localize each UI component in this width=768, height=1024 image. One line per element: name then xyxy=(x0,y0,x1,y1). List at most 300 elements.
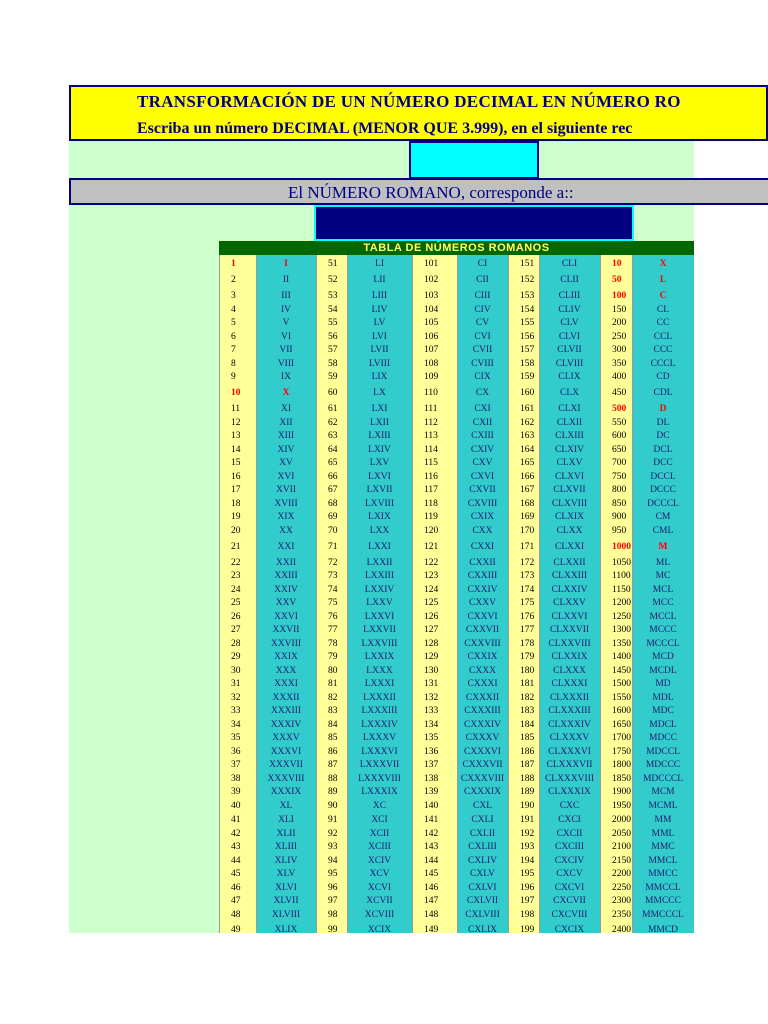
table-cell-numeral: XCVI xyxy=(367,882,392,893)
table-cell-number: 56 xyxy=(328,331,338,342)
table-cell-numeral: XLVII xyxy=(273,896,299,906)
table-cell-numeral: DCCCL xyxy=(647,498,679,509)
table-cell-number: 120 xyxy=(424,525,439,536)
column-divider xyxy=(632,255,633,933)
table-cell-number: 79 xyxy=(328,652,338,662)
table-cell-numeral: CVIII xyxy=(471,358,494,369)
table-cell-number: 92 xyxy=(328,828,338,839)
table-cell-numeral: CXXI xyxy=(470,541,495,552)
table-cell-number: 136 xyxy=(424,746,439,757)
table-cell-number: 1350 xyxy=(612,638,631,649)
table-cell-number: 152 xyxy=(520,275,535,285)
table-cell-numeral: CXCVI xyxy=(554,882,585,893)
table-cell-numeral: XCIX xyxy=(367,924,392,935)
table-cell-numeral: CLV xyxy=(560,318,579,328)
table-cell-number: 188 xyxy=(520,773,535,784)
table-cell-number: 1250 xyxy=(612,611,631,622)
table-cell-numeral: LVII xyxy=(370,345,389,355)
table-cell-numeral: MCCCL xyxy=(646,638,680,649)
table-cell-numeral: XVIII xyxy=(274,498,298,509)
table-cell-number: 197 xyxy=(520,896,535,906)
table-cell-number: 800 xyxy=(612,485,627,495)
table-cell-number: 178 xyxy=(520,638,535,649)
table-cell-number: 99 xyxy=(328,924,338,935)
table-cell-number: 198 xyxy=(520,909,535,920)
table-cell-number: 131 xyxy=(424,679,439,689)
table-cell-numeral: XIX xyxy=(277,512,295,522)
table-cell-numeral: XXXVI xyxy=(270,746,302,757)
table-cell-number: 104 xyxy=(424,304,439,315)
table-cell-number: 124 xyxy=(424,584,439,595)
table-cell-number: 450 xyxy=(612,388,627,398)
table-cell-number: 130 xyxy=(424,665,439,676)
table-cell-number: 105 xyxy=(424,318,439,328)
decimal-input-cell[interactable] xyxy=(409,141,539,179)
table-cell-numeral: VII xyxy=(279,345,293,355)
table-cell-number: 6 xyxy=(231,331,236,342)
table-cell-numeral: CIV xyxy=(474,304,491,315)
table-cell-numeral: XCIV xyxy=(367,855,392,866)
table-cell-number: 57 xyxy=(328,345,338,355)
table-cell-number: 158 xyxy=(520,358,535,369)
table-cell-number: 20 xyxy=(231,525,241,536)
table-cell-number: 106 xyxy=(424,331,439,342)
table-cell-number: 1050 xyxy=(612,557,631,568)
table-cell-numeral: CLXI xyxy=(558,404,581,414)
table-cell-numeral: XXXIII xyxy=(270,706,302,716)
table-cell-numeral: MM xyxy=(654,814,672,825)
table-cell-numeral: MDC xyxy=(652,706,674,716)
table-cell-numeral: MCDL xyxy=(649,665,677,676)
roman-column xyxy=(632,255,694,933)
table-cell-numeral: CXCII xyxy=(556,828,583,839)
table-cell-number: 250 xyxy=(612,331,627,342)
table-cell-numeral: LXXXIV xyxy=(361,719,398,730)
table-cell-numeral: LXXIII xyxy=(364,571,394,581)
table-cell-numeral: CXIII xyxy=(471,431,494,441)
table-cell-numeral: LXXVI xyxy=(364,611,395,622)
table-cell-number: 148 xyxy=(424,909,439,920)
table-cell-numeral: CXX xyxy=(472,525,493,536)
table-cell-number: 94 xyxy=(328,855,338,866)
table-cell-numeral: CXXXI xyxy=(467,679,498,689)
table-cell-numeral: XLIX xyxy=(274,924,298,935)
table-cell-numeral: XCII xyxy=(369,828,390,839)
table-cell-number: 174 xyxy=(520,584,535,595)
table-cell-numeral: MDCCL xyxy=(646,746,680,757)
table-cell-numeral: CXXIV xyxy=(467,584,498,595)
table-cell-numeral: MCM xyxy=(651,787,675,797)
table-cell-numeral: CXXIX xyxy=(467,652,498,662)
table-cell-number: 85 xyxy=(328,733,338,743)
table-cell-numeral: XLVIII xyxy=(271,909,301,920)
table-cell-numeral: I xyxy=(284,259,288,269)
table-cell-numeral: LIII xyxy=(371,291,388,301)
table-cell-numeral: CXXII xyxy=(469,557,496,568)
table-cell-numeral: IV xyxy=(280,304,292,315)
table-cell-number: 191 xyxy=(520,814,535,825)
table-cell-numeral: CXXVII xyxy=(465,625,500,635)
table-cell-number: 111 xyxy=(424,404,438,414)
table-cell-number: 150 xyxy=(612,304,627,315)
table-cell-number: 77 xyxy=(328,625,338,635)
table-cell-numeral: CXLII xyxy=(469,828,496,839)
table-cell-numeral: XXXI xyxy=(274,679,298,689)
table-cell-numeral: CLIII xyxy=(558,291,581,301)
table-cell-number: 189 xyxy=(520,787,535,797)
table-cell-number: 73 xyxy=(328,571,338,581)
table-cell-number: 5 xyxy=(231,318,236,328)
table-cell-number: 96 xyxy=(328,882,338,893)
table-cell-numeral: XXIX xyxy=(274,652,298,662)
table-cell-numeral: CLXIII xyxy=(555,431,584,441)
table-cell-number: 170 xyxy=(520,525,535,536)
table-cell-number: 167 xyxy=(520,485,535,495)
table-cell-number: 151 xyxy=(520,259,535,269)
table-cell-numeral: XVI xyxy=(277,471,295,482)
table-cell-numeral: CIX xyxy=(474,372,491,382)
table-cell-number: 125 xyxy=(424,598,439,608)
table-cell-number: 27 xyxy=(231,625,241,635)
table-cell-number: 112 xyxy=(424,417,438,428)
table-cell-number: 154 xyxy=(520,304,535,315)
table-cell-number: 69 xyxy=(328,512,338,522)
table-cell-numeral: MML xyxy=(651,828,675,839)
table-cell-number: 53 xyxy=(328,291,338,301)
table-cell-number: 36 xyxy=(231,746,241,757)
table-cell-number: 25 xyxy=(231,598,241,608)
table-cell-numeral: LXXXVI xyxy=(361,746,398,757)
table-cell-numeral: CLXXIV xyxy=(551,584,588,595)
table-cell-numeral: MCD xyxy=(652,652,674,662)
table-cell-number: 196 xyxy=(520,882,535,893)
table-cell-numeral: CXLVI xyxy=(468,882,497,893)
table-cell-numeral: LVIII xyxy=(368,358,391,369)
table-cell-numeral: XX xyxy=(279,525,293,536)
table-cell-number: 24 xyxy=(231,584,241,595)
table-cell-number: 2150 xyxy=(612,855,631,866)
table-cell-number: 172 xyxy=(520,557,535,568)
table-cell-number: 163 xyxy=(520,431,535,441)
table-cell-number: 650 xyxy=(612,444,627,455)
table-cell-numeral: XLVI xyxy=(275,882,297,893)
roman-column xyxy=(539,255,600,933)
column-divider xyxy=(219,255,220,933)
table-cell-number: 160 xyxy=(520,388,535,398)
table-cell-numeral: MDCCCL xyxy=(642,773,684,784)
table-cell-number: 62 xyxy=(328,417,338,428)
table-cell-number: 19 xyxy=(231,512,241,522)
table-cell-number: 1600 xyxy=(612,706,631,716)
table-cell-number: 171 xyxy=(520,541,535,552)
table-cell-numeral: XXXVIII xyxy=(267,773,305,784)
table-cell-number: 183 xyxy=(520,706,535,716)
table-cell-numeral: CLXXXV xyxy=(549,733,590,743)
table-cell-number: 181 xyxy=(520,679,535,689)
table-cell-number: 103 xyxy=(424,291,439,301)
table-cell-number: 29 xyxy=(231,652,241,662)
table-cell-number: 1700 xyxy=(612,733,631,743)
table-cell-numeral: CLXVII xyxy=(553,485,586,495)
table-cell-number: 9 xyxy=(231,372,236,382)
table-cell-numeral: IX xyxy=(280,372,292,382)
table-cell-numeral: LVI xyxy=(372,331,387,342)
table-cell-number: 133 xyxy=(424,706,439,716)
table-cell-numeral: CXL xyxy=(473,800,492,811)
table-cell-numeral: XXVI xyxy=(274,611,298,622)
table-cell-number: 195 xyxy=(520,869,535,879)
table-cell-numeral: LX xyxy=(373,388,386,398)
table-cell-number: 1 xyxy=(231,259,236,269)
table-cell-numeral: CML xyxy=(652,525,674,536)
table-cell-numeral: CLXII xyxy=(556,417,583,428)
table-cell-numeral: MMCC xyxy=(648,869,678,879)
number-column xyxy=(412,255,457,933)
table-cell-number: 129 xyxy=(424,652,439,662)
table-cell-numeral: CVI xyxy=(474,331,491,342)
table-cell-number: 107 xyxy=(424,345,439,355)
table-cell-number: 13 xyxy=(231,431,241,441)
table-cell-number: 48 xyxy=(231,909,241,920)
table-cell-numeral: CLXVI xyxy=(554,471,585,482)
table-cell-numeral: DCC xyxy=(653,458,673,468)
table-cell-number: 83 xyxy=(328,706,338,716)
table-cell-numeral: CXII xyxy=(472,417,493,428)
table-cell-numeral: MMC xyxy=(651,842,675,852)
table-cell-number: 114 xyxy=(424,444,438,455)
table-cell-numeral: LXXXIII xyxy=(361,706,398,716)
table-cell-number: 12 xyxy=(231,417,241,428)
table-cell-numeral: CLXIX xyxy=(554,512,585,522)
table-cell-numeral: LXXX xyxy=(366,665,393,676)
table-cell-number: 2200 xyxy=(612,869,631,879)
table-cell-numeral: CLXXVIII xyxy=(548,638,591,649)
table-cell-number: 101 xyxy=(424,259,439,269)
table-cell-numeral: XLI xyxy=(278,814,294,825)
table-cell-numeral: CCC xyxy=(653,345,673,355)
table-cell-number: 72 xyxy=(328,557,338,568)
table-cell-numeral: CXXIII xyxy=(467,571,498,581)
table-cell-number: 550 xyxy=(612,417,627,428)
table-cell-number: 37 xyxy=(231,760,241,770)
table-cell-numeral: MDCCC xyxy=(645,760,681,770)
table-cell-number: 34 xyxy=(231,719,241,730)
table-cell-numeral: CXLIV xyxy=(467,855,498,866)
table-cell-numeral: CXLIII xyxy=(468,842,497,852)
table-cell-numeral: LIV xyxy=(371,304,388,315)
table-cell-numeral: X xyxy=(659,259,667,269)
table-cell-number: 1400 xyxy=(612,652,631,662)
table-cell-number: 64 xyxy=(328,444,338,455)
column-divider xyxy=(539,255,540,933)
table-cell-number: 60 xyxy=(328,388,338,398)
table-cell-numeral: CD xyxy=(656,372,670,382)
table-cell-numeral: XLIII xyxy=(274,842,298,852)
table-cell-numeral: CII xyxy=(476,275,489,285)
table-cell-number: 147 xyxy=(424,896,439,906)
table-cell-number: 51 xyxy=(328,259,338,269)
table-cell-numeral: CXXXII xyxy=(465,692,500,703)
table-cell-number: 102 xyxy=(424,275,439,285)
table-cell-numeral: CXCV xyxy=(556,869,583,879)
table-cell-numeral: CXXXVI xyxy=(464,746,501,757)
table-cell-numeral: CXXXIX xyxy=(464,787,501,797)
table-cell-numeral: XVII xyxy=(275,485,297,495)
table-cell-number: 33 xyxy=(231,706,241,716)
table-cell-numeral: XXII xyxy=(275,557,297,568)
table-cell-number: 1900 xyxy=(612,787,631,797)
table-cell-number: 141 xyxy=(424,814,439,825)
table-cell-number: 300 xyxy=(612,345,627,355)
table-cell-number: 1300 xyxy=(612,625,631,635)
table-cell-numeral: MCCC xyxy=(649,625,677,635)
table-cell-number: 10 xyxy=(612,259,622,269)
table-cell-number: 8 xyxy=(231,358,236,369)
table-cell-number: 161 xyxy=(520,404,535,414)
table-cell-number: 900 xyxy=(612,512,627,522)
page-title: TRANSFORMACIÓN DE UN NÚMERO DECIMAL EN NÚMERO RO xyxy=(137,92,681,111)
table-cell-numeral: CXXX xyxy=(469,665,496,676)
table-cell-numeral: CX xyxy=(475,388,490,398)
table-cell-numeral: XXXV xyxy=(272,733,300,743)
table-cell-numeral: LXI xyxy=(371,404,388,414)
table-cell-numeral: CLXXVI xyxy=(551,611,588,622)
table-cell-numeral: VI xyxy=(280,331,292,342)
table-cell-number: 100 xyxy=(612,291,627,301)
result-label-bar xyxy=(69,178,768,205)
table-cell-numeral: LXVII xyxy=(366,485,393,495)
table-cell-number: 700 xyxy=(612,458,627,468)
table-cell-number: 115 xyxy=(424,458,438,468)
table-cell-numeral: LXXXVII xyxy=(359,760,400,770)
table-cell-number: 55 xyxy=(328,318,338,328)
table-cell-numeral: DL xyxy=(656,417,670,428)
table-cell-number: 67 xyxy=(328,485,338,495)
table-cell-numeral: XV xyxy=(279,458,293,468)
table-cell-numeral: LXXII xyxy=(366,557,393,568)
table-cell-number: 2300 xyxy=(612,896,631,906)
table-cell-number: 1850 xyxy=(612,773,631,784)
table-cell-numeral: LXXVII xyxy=(363,625,396,635)
table-cell-number: 93 xyxy=(328,842,338,852)
table-cell-number: 2050 xyxy=(612,828,631,839)
table-cell-number: 122 xyxy=(424,557,439,568)
table-cell-numeral: CXXXIII xyxy=(464,706,501,716)
table-cell-number: 97 xyxy=(328,896,338,906)
table-cell-numeral: DCL xyxy=(653,444,673,455)
table-cell-numeral: CLXXXVIII xyxy=(544,773,595,784)
table-cell-number: 145 xyxy=(424,869,439,879)
table-cell-number: 7 xyxy=(231,345,236,355)
table-cell-number: 2350 xyxy=(612,909,631,920)
table-cell-numeral: CM xyxy=(655,512,671,522)
table-cell-number: 134 xyxy=(424,719,439,730)
table-cell-numeral: DCCC xyxy=(650,485,676,495)
table-cell-numeral: CXC xyxy=(559,800,580,811)
table-cell-number: 50 xyxy=(612,275,622,285)
table-cell-numeral: XXXIX xyxy=(270,787,302,797)
table-cell-numeral: CV xyxy=(475,318,490,328)
table-cell-number: 1950 xyxy=(612,800,631,811)
table-cell-numeral: LXVI xyxy=(368,471,391,482)
table-cell-numeral: CXVIII xyxy=(467,498,498,509)
table-cell-numeral: MC xyxy=(655,571,671,581)
table-cell-numeral: LXXVIII xyxy=(361,638,398,649)
table-cell-number: 14 xyxy=(231,444,241,455)
table-cell-numeral: CXXXVII xyxy=(462,760,503,770)
table-cell-number: 95 xyxy=(328,869,338,879)
table-cell-numeral: LXXI xyxy=(368,541,391,552)
table-cell-numeral: L xyxy=(659,275,667,285)
table-cell-number: 600 xyxy=(612,431,627,441)
table-cell-number: 1450 xyxy=(612,665,631,676)
table-cell-number: 43 xyxy=(231,842,241,852)
table-cell-number: 144 xyxy=(424,855,439,866)
table-cell-numeral: CLXXI xyxy=(554,541,585,552)
table-cell-numeral: CLIV xyxy=(558,304,581,315)
table-cell-number: 116 xyxy=(424,471,438,482)
number-column xyxy=(316,255,347,933)
table-cell-number: 2100 xyxy=(612,842,631,852)
table-cell-number: 4 xyxy=(231,304,236,315)
table-cell-numeral: CLXVIII xyxy=(551,498,588,509)
table-cell-numeral: MDL xyxy=(652,692,674,703)
table-cell-number: 10 xyxy=(231,388,241,398)
table-cell-numeral: X xyxy=(282,388,290,398)
table-cell-number: 850 xyxy=(612,498,627,509)
table-cell-numeral: CLXXIII xyxy=(551,571,588,581)
table-cell-numeral: CLXX xyxy=(556,525,583,536)
table-cell-number: 113 xyxy=(424,431,438,441)
table-cell-numeral: LV xyxy=(373,318,386,328)
table-cell-numeral: LIX xyxy=(371,372,388,382)
table-cell-numeral: CLXXXVI xyxy=(548,746,591,757)
table-cell-number: 66 xyxy=(328,471,338,482)
table-cell-numeral: XC xyxy=(372,800,387,811)
table-cell-number: 23 xyxy=(231,571,241,581)
table-cell-numeral: CXXV xyxy=(469,598,496,608)
table-cell-number: 84 xyxy=(328,719,338,730)
table-cell-numeral: CXCIV xyxy=(554,855,585,866)
table-cell-number: 26 xyxy=(231,611,241,622)
number-column xyxy=(219,255,256,933)
table-cell-numeral: XLIV xyxy=(274,855,298,866)
table-cell-numeral: CLXXXVII xyxy=(546,760,593,770)
table-cell-number: 1000 xyxy=(612,541,631,552)
table-cell-numeral: CXCVII xyxy=(553,896,586,906)
roman-column xyxy=(457,255,508,933)
table-cell-number: 71 xyxy=(328,541,338,552)
table-cell-number: 80 xyxy=(328,665,338,676)
table-cell-numeral: XCI xyxy=(371,814,388,825)
table-cell-number: 142 xyxy=(424,828,439,839)
table-cell-numeral: XIII xyxy=(277,431,295,441)
table-cell-number: 41 xyxy=(231,814,241,825)
table-cell-number: 98 xyxy=(328,909,338,920)
table-cell-numeral: CLX xyxy=(560,388,579,398)
table-cell-numeral: XXV xyxy=(275,598,297,608)
table-cell-number: 117 xyxy=(424,485,438,495)
column-divider xyxy=(412,255,413,933)
number-column xyxy=(508,255,539,933)
table-cell-number: 190 xyxy=(520,800,535,811)
table-cell-number: 182 xyxy=(520,692,535,703)
table-cell-number: 76 xyxy=(328,611,338,622)
table-cell-number: 193 xyxy=(520,842,535,852)
table-cell-numeral: CXXVIII xyxy=(464,638,501,649)
table-cell-number: 140 xyxy=(424,800,439,811)
table-cell-numeral: CXI xyxy=(474,404,491,414)
